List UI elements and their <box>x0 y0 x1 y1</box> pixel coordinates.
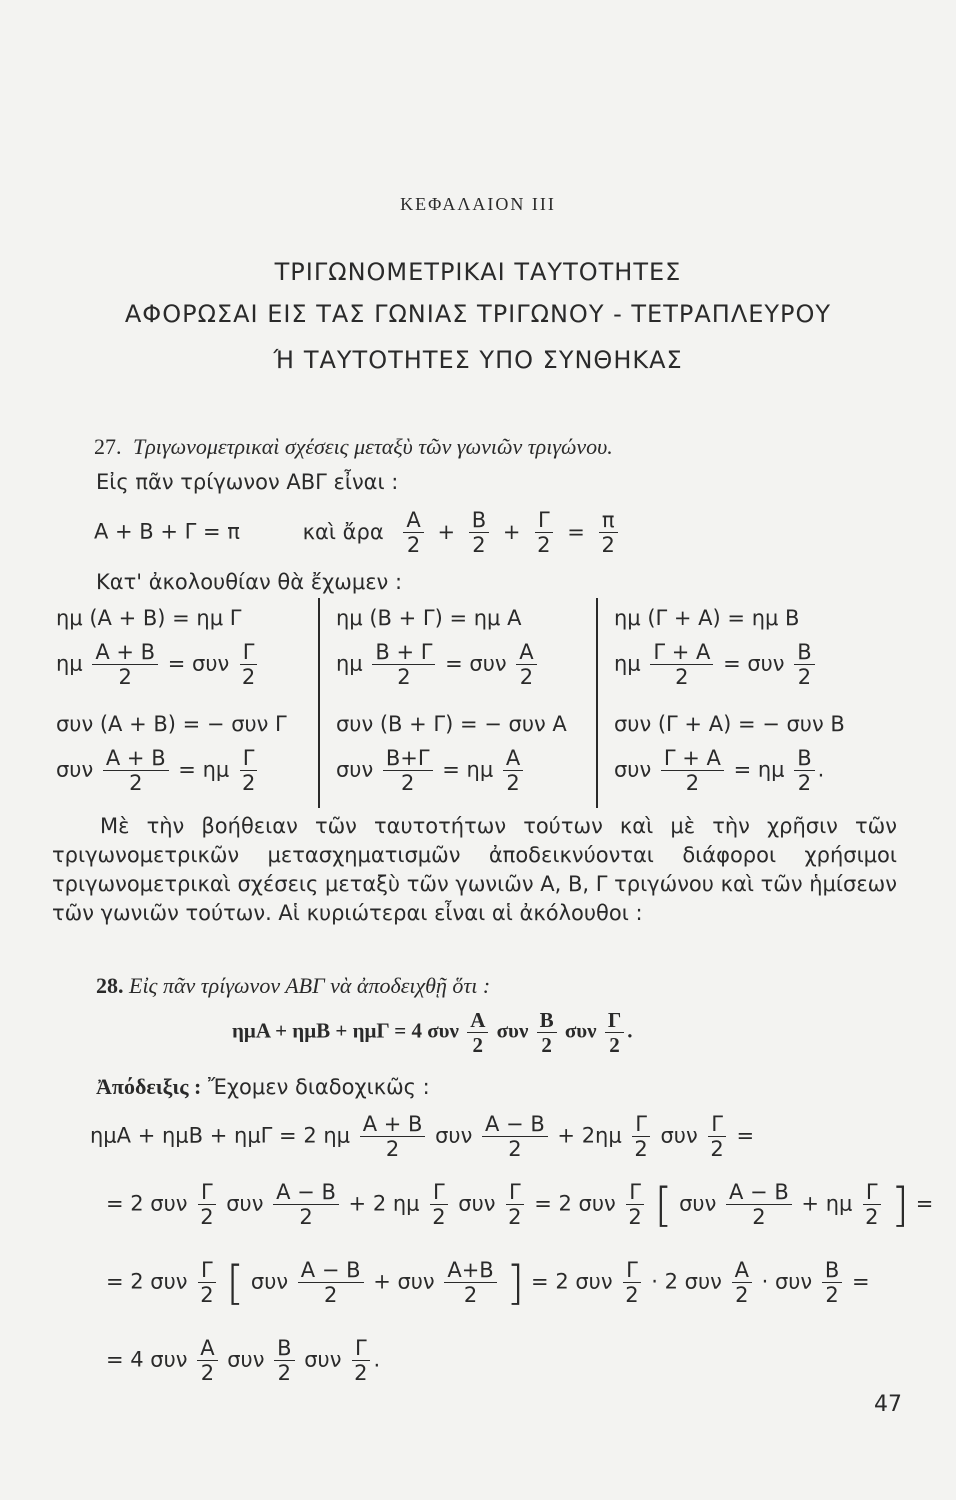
half-angle-sum: $\frac{A}{2}$ + $\frac{B}{2}$ + $\frac{\Gamma}{2}$ = $\frac{\pi}{2}$ <box>400 520 621 544</box>
derivation-line-3: = 2 συν $\frac{\Gamma}{2}$ [ συν $\frac{A - B}{2}$ + συν $\frac{A+B}{2}$ ] = 2 συν $\frac{\Gamma}{2}$ · 2 συν $\frac{A}{2}$ · συν $\frac{B}{2}$ = <box>106 1255 870 1310</box>
title-line-1: ΤΡΙΓΩΝΟΜΕΤΡΙΚΑΙ ΤΑΥΤΟΤΗΤΕΣ <box>274 258 682 286</box>
col2-row4: συν $\frac{B+\Gamma}{2}$ = ημ $\frac{A}{2}$ <box>336 746 526 795</box>
consequently-line: Κατ' ἀκολουθίαν θὰ ἔχωμεν : <box>96 570 403 594</box>
col1-row3: συν (Α + Β) = − συν Γ <box>56 712 287 736</box>
left-bracket: [ <box>654 1177 673 1232</box>
angle-sum: Α + Β + Γ = π <box>94 519 240 544</box>
derivation-line-4: = 4 συν $\frac{A}{2}$ συν $\frac{B}{2}$ συν $\frac{\Gamma}{2}$ . <box>106 1336 381 1386</box>
col2-row1: ημ (Β + Γ) = ημ Α <box>336 606 522 630</box>
frac-b-2: $\frac{B}{2}$ <box>469 508 489 557</box>
frac-a-2: $\frac{A}{2}$ <box>403 508 423 557</box>
col1-row1: ημ (Α + Β) = ημ Γ <box>56 606 242 630</box>
right-bracket: ] <box>506 1255 525 1310</box>
col3-row1: ημ (Γ + Α) = ημ Β <box>614 606 800 630</box>
and-so: καὶ ἄρα <box>302 519 384 544</box>
col1-row2: ημ $\frac{A + B}{2}$ = συν $\frac{\Gamma}{2}$ <box>56 640 261 689</box>
col1-row4: συν $\frac{A + B}{2}$ = ημ $\frac{\Gamma}{2}$ <box>56 746 261 795</box>
col3-row2: ημ $\frac{\Gamma + A}{2}$ = συν $\frac{B}{2}$ <box>614 640 818 689</box>
frac-g-2: $\frac{\Gamma}{2}$ <box>534 508 553 557</box>
frac-pi-2: $\frac{\pi}{2}$ <box>599 508 618 557</box>
right-bracket: ] <box>891 1177 910 1232</box>
body-paragraph: Μὲ τὴν βοήθειαν τῶν ταυτοτήτων τούτων καὶ μὲ τὴν χρῆσιν τῶν τριγωνομετρικῶν μετασχηματισμῶν ἀποδεικνύονται διάφοροι χρήσιμοι τριγωνομετρικαὶ σχέσεις μεταξὺ τῶν γωνιῶν Α, Β, Γ τριγώνου καὶ τῶν ἡμίσεων τῶν γωνιῶν τούτων. Αἱ κυριώτεραι εἶναι αἱ ἀκόλουθοι : <box>52 814 897 925</box>
col2-row3: συν (Β + Γ) = − συν Α <box>336 712 567 736</box>
left-bracket: [ <box>226 1255 245 1310</box>
col2-row2: ημ $\frac{B + \Gamma}{2}$ = συν $\frac{A}{2}$ <box>336 640 540 689</box>
chapter-heading: ΚΕΦΑΛΑΙΟΝ III <box>400 194 556 214</box>
section-number: 27. <box>94 434 122 459</box>
angle-sum-line <box>94 508 621 557</box>
intro-line: Εἰς πᾶν τρίγωνον ΑΒΓ εἶναι : <box>96 470 399 494</box>
col3-row4: συν $\frac{\Gamma + A}{2}$ = ημ $\frac{B}{2}$ . <box>614 746 825 796</box>
problem-28-heading: 28. Εἰς πᾶν τρίγωνον ΑΒΓ νὰ ἀποδειχθῇ ὅτι : <box>96 973 491 998</box>
proof-intro: Ἀπόδειξις : Ἔχομεν διαδοχικῶς : <box>96 1074 430 1099</box>
column-divider-2 <box>596 598 598 808</box>
problem-28-equation: ημΑ + ημΒ + ημΓ = 4 συν $\frac{A}{2}$ συν $\frac{B}{2}$ συν $\frac{\Gamma}{2}$ . <box>232 1008 633 1058</box>
col3-row3: συν (Γ + Α) = − συν Β <box>614 712 845 736</box>
derivation-line-1: ημΑ + ημΒ + ημΓ = 2 ημ $\frac{A + B}{2}$ συν $\frac{A - B}{2}$ + 2ημ $\frac{\Gamma}{2}$ συν $\frac{\Gamma}{2}$ = <box>90 1112 755 1162</box>
section-27-heading <box>94 434 613 460</box>
title-line-3: Ή ΤΑΥΤΟΤΗΤΕΣ ΥΠΟ ΣΥΝΘΗΚΑΣ <box>273 346 683 374</box>
column-divider-1 <box>318 598 320 808</box>
section-title: Τριγωνομετρικαὶ σχέσεις μεταξὺ τῶν γωνιῶν τριγώνου. <box>133 434 613 459</box>
page-number: 47 <box>874 1392 902 1417</box>
derivation-line-2: = 2 συν $\frac{\Gamma}{2}$ συν $\frac{A - B}{2}$ + 2 ημ $\frac{\Gamma}{2}$ συν $\frac{\Gamma}{2}$ = 2 συν $\frac{\Gamma}{2}$ [ συν $\frac{A - B}{2}$ + ημ $\frac{\Gamma}{2}$ ] = <box>106 1177 934 1232</box>
title-line-2: ΑΦΟΡΩΣΑΙ ΕΙΣ ΤΑΣ ΓΩΝΙΑΣ ΤΡΙΓΩΝΟΥ - ΤΕΤΡΑΠΛΕΥΡΟΥ <box>124 300 832 328</box>
